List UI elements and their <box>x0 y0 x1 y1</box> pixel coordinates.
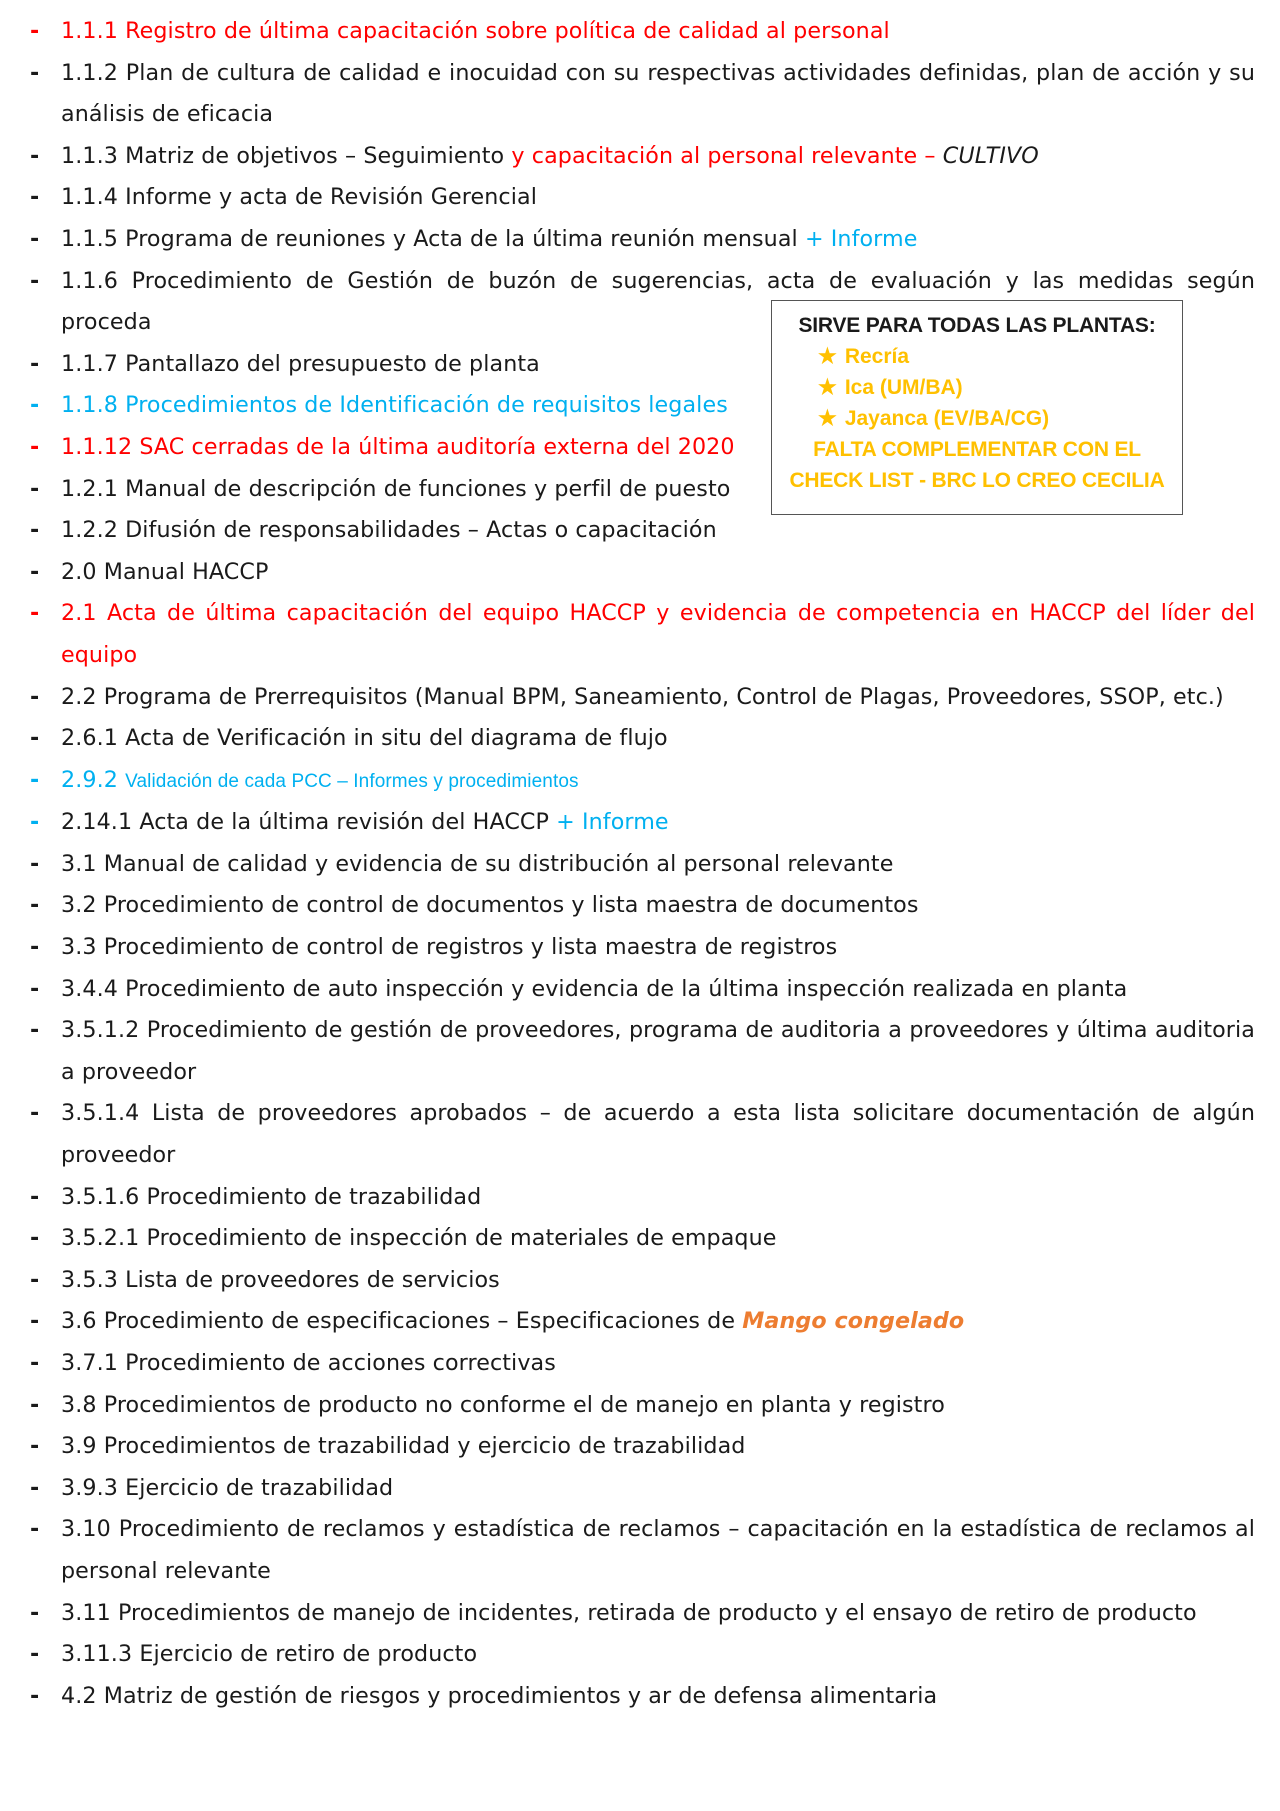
plant-item: ★ Ica (UM/BA) <box>818 376 963 399</box>
item-text: 2.1 Acta de última capacitación del equipo HACCP y evidencia de competencia en HACCP del líder del equipo <box>61 600 1255 668</box>
bullet-dash: - <box>30 809 40 836</box>
list-item <box>30 1509 1255 1592</box>
bullet-dash: - <box>30 475 40 502</box>
list-item <box>30 760 1255 803</box>
requirements-list <box>30 11 1255 1717</box>
item-text: 3.5.2.1 Procedimiento de inspección de materiales de empaque <box>61 1225 777 1252</box>
list-item <box>30 885 1255 927</box>
list-item <box>30 1468 1255 1510</box>
bullet-dash: - <box>30 59 40 86</box>
list-item <box>30 1218 1255 1260</box>
bullet-dash: - <box>30 1516 40 1543</box>
plant-item: ★ Jayanca (EV/BA/CG) <box>818 407 1050 430</box>
bullet-dash: - <box>30 517 40 544</box>
plants-list <box>772 341 1182 434</box>
item-text: 1.1.7 Pantallazo del presupuesto de planta <box>61 350 540 377</box>
bullet-dash: - <box>30 1350 40 1376</box>
bullet-dash: - <box>30 934 40 961</box>
list-item <box>30 1676 1255 1718</box>
item-text: 1.1.5 Programa de reuniones y Acta de la última reunión mensual <box>61 225 805 252</box>
item-text: + Informe <box>556 809 669 836</box>
item-text: 1.1.2 Plan de cultura de calidad e inocuidad con su respectivas actividades definidas, plan de acción y su análisis de eficacia <box>61 59 1255 128</box>
bullet-dash: - <box>30 1391 40 1418</box>
item-text: 2.9.2 <box>61 766 126 793</box>
list-item <box>30 844 1255 886</box>
bullet-dash: - <box>30 392 40 419</box>
star-icon: ★ <box>818 407 837 430</box>
bullet-dash: - <box>30 1682 40 1709</box>
bullet-dash: - <box>30 1225 40 1252</box>
item-text: 3.5.1.2 Procedimiento de gestión de proveedores, programa de auditoria a proveedores y última auditoria a proveedor <box>61 1017 1255 1085</box>
bullet-dash: - <box>30 892 40 919</box>
item-text: 1.1.8 Procedimientos de Identificación de requisitos legales <box>61 392 728 419</box>
bullet-dash: - <box>30 1474 40 1501</box>
list-item <box>30 136 1255 178</box>
item-text: 1.1.3 Matriz de objetivos – Seguimiento <box>61 142 512 169</box>
list-item <box>30 677 1255 719</box>
item-text: 3.9.3 Ejercicio de trazabilidad <box>61 1474 394 1501</box>
item-text: 3.10 Procedimiento de reclamos y estadística de reclamos – capacitación en la estadística de reclamos al personal relevante <box>61 1516 1255 1584</box>
list-item <box>30 1426 1255 1468</box>
bullet-dash: - <box>30 683 40 710</box>
bullet-dash: - <box>30 1433 40 1460</box>
bullet-dash: - <box>30 1017 40 1044</box>
item-text: 1.2.1 Manual de descripción de funciones y perfil de puesto <box>61 475 731 502</box>
item-text: 3.2 Procedimiento de control de documentos y lista maestra de documentos <box>61 892 919 919</box>
bullet-dash: - <box>30 225 40 252</box>
list-item <box>30 1260 1255 1302</box>
item-text: 1.2.2 Difusión de responsabilidades – Actas o capacitación <box>61 517 717 544</box>
bullet-dash: - <box>30 142 40 169</box>
bullet-dash: - <box>30 600 40 627</box>
plant-item: ★ Recría <box>818 345 910 368</box>
plants-note-box <box>771 300 1183 515</box>
bullet-dash: - <box>30 1599 40 1626</box>
item-text: 1.1.6 Procedimiento de Gestión de buzón de sugerencias, acta de evaluación y las medidas según proceda <box>61 267 1255 336</box>
list-item <box>30 1385 1255 1427</box>
bullet-dash: - <box>30 850 40 877</box>
item-text: 3.5.1.6 Procedimiento de trazabilidad <box>61 1183 482 1210</box>
bullet-dash: - <box>30 766 40 793</box>
item-text: 3.3 Procedimiento de control de registros y lista maestra de registros <box>61 934 838 961</box>
bullet-dash: - <box>30 184 40 211</box>
star-icon: ★ <box>818 376 837 399</box>
item-text: y capacitación al personal relevante – <box>511 142 943 169</box>
bullet-dash: - <box>30 975 40 1002</box>
bullet-dash: - <box>30 1266 40 1293</box>
list-item <box>30 177 1255 219</box>
bullet-dash: - <box>30 558 40 585</box>
star-icon: ★ <box>818 345 837 368</box>
item-text: 3.1 Manual de calidad y evidencia de su distribución al personal relevante <box>61 850 894 877</box>
item-text: 1.1.4 Informe y acta de Revisión Gerencial <box>61 184 537 211</box>
item-text: 4.2 Matriz de gestión de riesgos y procedimientos y ar de defensa alimentaria <box>61 1682 938 1709</box>
list-item <box>30 510 1255 552</box>
bullet-dash: - <box>30 267 40 294</box>
item-text: 2.6.1 Acta de Verificación in situ del diagrama de flujo <box>61 725 668 752</box>
list-item <box>30 802 1255 844</box>
item-text: + Informe <box>804 225 918 252</box>
item-text: Mango congelado <box>742 1308 965 1335</box>
item-text: 3.11 Procedimientos de manejo de incidentes, retirada de producto y el ensayo de retiro de producto <box>61 1599 1197 1626</box>
bullet-dash: - <box>30 18 40 44</box>
note-missing-line-2: CHECK LIST - BRC LO CREO CECILIA <box>789 469 1165 492</box>
item-text: 3.6 Procedimiento de especificaciones – Especificaciones de <box>61 1308 743 1335</box>
list-item <box>30 1634 1255 1676</box>
list-item <box>30 1010 1255 1093</box>
list-item <box>30 1343 1255 1385</box>
bullet-dash: - <box>30 1308 40 1335</box>
list-item <box>30 969 1255 1011</box>
bullet-dash: - <box>30 1641 40 1668</box>
item-text: 3.5.3 Lista de proveedores de servicios <box>61 1266 500 1293</box>
bullet-dash: - <box>30 1183 40 1210</box>
list-item <box>30 1177 1255 1219</box>
note-title: SIRVE PARA TODAS LAS PLANTAS: <box>798 314 1156 337</box>
bullet-dash: - <box>30 725 40 752</box>
list-item <box>30 927 1255 969</box>
list-item <box>30 11 1255 53</box>
list-item <box>30 552 1255 594</box>
item-text: 3.5.1.4 Lista de proveedores aprobados – de acuerdo a esta lista solicitare documentación de algún proveedor <box>61 1100 1255 1169</box>
list-item <box>30 593 1255 676</box>
bullet-dash: - <box>30 433 40 460</box>
bullet-dash: - <box>30 350 40 377</box>
item-text: 2.0 Manual HACCP <box>61 558 269 585</box>
item-text: CULTIVO <box>942 142 1039 169</box>
item-text: 2.14.1 Acta de la última revisión del HACCP <box>61 809 557 836</box>
list-item <box>30 1093 1255 1176</box>
item-text: 3.4.4 Procedimiento de auto inspección y evidencia de la última inspección realizada en planta <box>61 975 1128 1002</box>
item-text: 3.9 Procedimientos de trazabilidad y ejercicio de trazabilidad <box>61 1433 746 1460</box>
item-text: 2.2 Programa de Prerrequisitos (Manual BPM, Saneamiento, Control de Plagas, Proveedores, SSOP, etc.) <box>61 683 1224 710</box>
list-item <box>30 1593 1255 1635</box>
item-text: 3.8 Procedimientos de producto no conforme el de manejo en planta y registro <box>61 1391 945 1418</box>
list-item <box>30 53 1255 136</box>
item-text: 3.11.3 Ejercicio de retiro de producto <box>61 1641 478 1668</box>
item-text: 3.7.1 Procedimiento de acciones correctivas <box>61 1350 556 1376</box>
item-text: Validación de cada PCC – Informes y procedimientos <box>125 770 579 792</box>
item-text: 1.1.12 SAC cerradas de la última auditoría externa del 2020 <box>61 433 735 460</box>
note-missing-line-1: FALTA COMPLEMENTAR CON EL <box>813 438 1141 461</box>
item-text: 1.1.1 Registro de última capacitación sobre política de calidad al personal <box>61 18 890 44</box>
list-item <box>30 219 1255 261</box>
bullet-dash: - <box>30 1100 40 1127</box>
list-item <box>30 718 1255 760</box>
list-item <box>30 1301 1255 1343</box>
